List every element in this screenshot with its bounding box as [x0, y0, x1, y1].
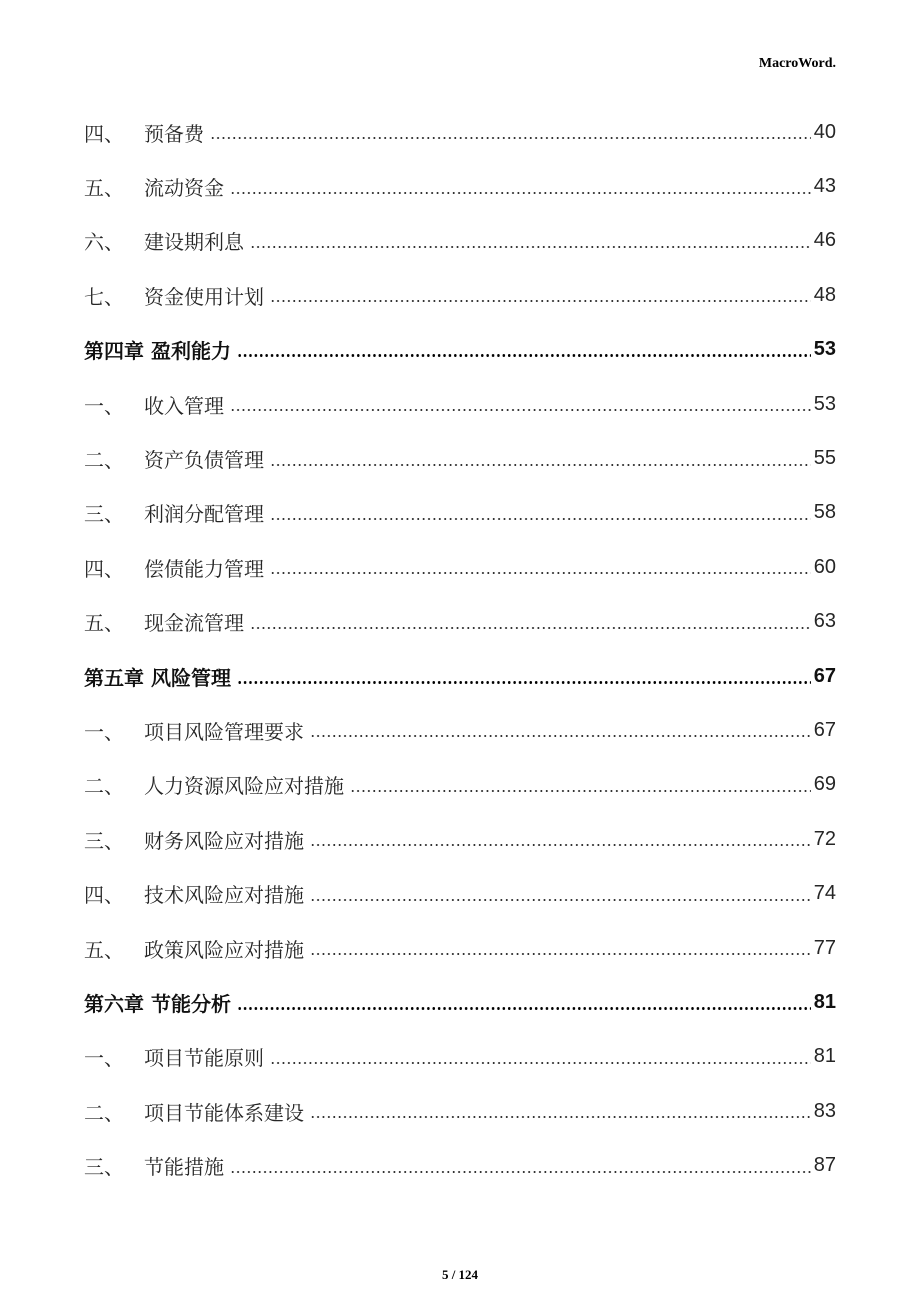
toc-entry-page: 60	[813, 555, 836, 578]
toc-entry-number: 三、	[84, 502, 124, 527]
toc-entry-title: 预备费	[144, 121, 204, 146]
toc-dot-leader	[250, 246, 811, 248]
toc-entry-page: 48	[813, 283, 836, 306]
toc-entry-page: 53	[813, 392, 836, 415]
toc-entry-title: 资金使用计划	[144, 284, 264, 309]
toc-chapter-entry[interactable]	[84, 323, 836, 377]
toc-entry-title: 建设期利息	[144, 230, 244, 255]
toc-entry-page: 46	[813, 229, 836, 252]
toc-dot-leader	[270, 518, 811, 520]
toc-entry-number: 五、	[84, 176, 124, 201]
toc-section-entry[interactable]	[84, 105, 836, 159]
toc-entry-title: 项目节能体系建设	[144, 1100, 304, 1125]
toc-entry-number: 五、	[84, 937, 124, 962]
toc-entry-page: 74	[813, 882, 836, 905]
toc-dot-leader	[350, 790, 811, 792]
toc-entry-title: 现金流管理	[144, 611, 244, 636]
toc-section-entry[interactable]	[84, 268, 836, 322]
toc-entry-title: 流动资金	[144, 176, 224, 201]
toc-entry-title: 第四章 盈利能力	[84, 339, 231, 364]
toc-dot-leader	[230, 409, 811, 411]
toc-dot-leader	[237, 354, 811, 357]
toc-chapter-entry[interactable]	[84, 975, 836, 1029]
toc-section-entry[interactable]	[84, 866, 836, 920]
toc-entry-number: 二、	[84, 448, 124, 473]
toc-entry-page: 72	[813, 827, 836, 850]
toc-dot-leader	[230, 1171, 811, 1173]
toc-entry-title: 节能措施	[144, 1155, 224, 1180]
toc-entry-title: 第五章 风险管理	[84, 665, 231, 690]
toc-section-entry[interactable]	[84, 540, 836, 594]
toc-entry-page: 55	[813, 447, 836, 470]
toc-section-entry[interactable]	[84, 595, 836, 649]
toc-entry-number: 六、	[84, 230, 124, 255]
toc-entry-page: 87	[813, 1154, 836, 1177]
toc-section-entry[interactable]	[84, 486, 836, 540]
toc-entry-title: 财务风险应对措施	[144, 828, 304, 853]
toc-entry-number: 四、	[84, 883, 124, 908]
toc-entry-page: 40	[813, 120, 836, 143]
toc-entry-number: 四、	[84, 121, 124, 146]
toc-entry-title: 偿债能力管理	[144, 556, 264, 581]
toc-entry-page: 53	[813, 338, 836, 361]
toc-dot-leader	[250, 627, 811, 629]
toc-entry-title: 项目风险管理要求	[144, 719, 304, 744]
toc-entry-page: 67	[813, 664, 836, 687]
header-brand: MacroWord.	[758, 56, 836, 71]
toc-entry-page: 69	[813, 773, 836, 796]
toc-chapter-entry[interactable]	[84, 649, 836, 703]
toc-entry-page: 58	[813, 501, 836, 524]
toc-section-entry[interactable]	[84, 1138, 836, 1192]
toc-entry-page: 63	[813, 610, 836, 633]
toc-section-entry[interactable]	[84, 377, 836, 431]
toc-dot-leader	[270, 572, 811, 574]
toc-entry-page: 83	[813, 1099, 836, 1122]
toc-section-entry[interactable]	[84, 812, 836, 866]
toc-entry-number: 五、	[84, 611, 124, 636]
toc-entry-title: 收入管理	[144, 393, 224, 418]
toc-dot-leader	[237, 681, 811, 684]
toc-entry-page: 81	[813, 1045, 836, 1068]
toc-dot-leader	[310, 1116, 811, 1118]
toc-dot-leader	[310, 844, 811, 846]
toc-entry-title: 资产负债管理	[144, 448, 264, 473]
toc-entry-number: 一、	[84, 719, 124, 744]
table-of-contents	[84, 105, 836, 1193]
toc-entry-title: 第六章 节能分析	[84, 991, 231, 1016]
toc-entry-number: 一、	[84, 393, 124, 418]
toc-entry-number: 一、	[84, 1046, 124, 1071]
toc-entry-number: 二、	[84, 774, 124, 799]
toc-dot-leader	[270, 300, 811, 302]
toc-section-entry[interactable]	[84, 431, 836, 485]
toc-entry-number: 三、	[84, 828, 124, 853]
toc-section-entry[interactable]	[84, 1084, 836, 1138]
page-number: 5 / 124	[441, 1267, 479, 1282]
toc-section-entry[interactable]	[84, 159, 836, 213]
toc-entry-title: 政策风险应对措施	[144, 937, 304, 962]
toc-entry-number: 三、	[84, 1155, 124, 1180]
toc-entry-title: 人力资源风险应对措施	[144, 774, 344, 799]
toc-entry-page: 77	[813, 936, 836, 959]
toc-section-entry[interactable]	[84, 758, 836, 812]
toc-dot-leader	[310, 953, 811, 955]
toc-dot-leader	[270, 1062, 811, 1064]
toc-dot-leader	[210, 137, 811, 139]
toc-section-entry[interactable]	[84, 921, 836, 975]
toc-dot-leader	[230, 192, 811, 194]
toc-entry-page: 67	[813, 718, 836, 741]
toc-dot-leader	[237, 1007, 811, 1010]
toc-section-entry[interactable]	[84, 703, 836, 757]
toc-entry-title: 技术风险应对措施	[144, 883, 304, 908]
toc-entry-title: 利润分配管理	[144, 502, 264, 527]
toc-section-entry[interactable]	[84, 214, 836, 268]
toc-dot-leader	[310, 735, 811, 737]
toc-section-entry[interactable]	[84, 1030, 836, 1084]
toc-entry-title: 项目节能原则	[144, 1046, 264, 1071]
toc-entry-number: 二、	[84, 1100, 124, 1125]
toc-entry-number: 七、	[84, 284, 124, 309]
toc-entry-page: 81	[813, 990, 836, 1013]
toc-entry-page: 43	[813, 175, 836, 198]
toc-dot-leader	[310, 899, 811, 901]
toc-entry-number: 四、	[84, 556, 124, 581]
toc-dot-leader	[270, 464, 811, 466]
